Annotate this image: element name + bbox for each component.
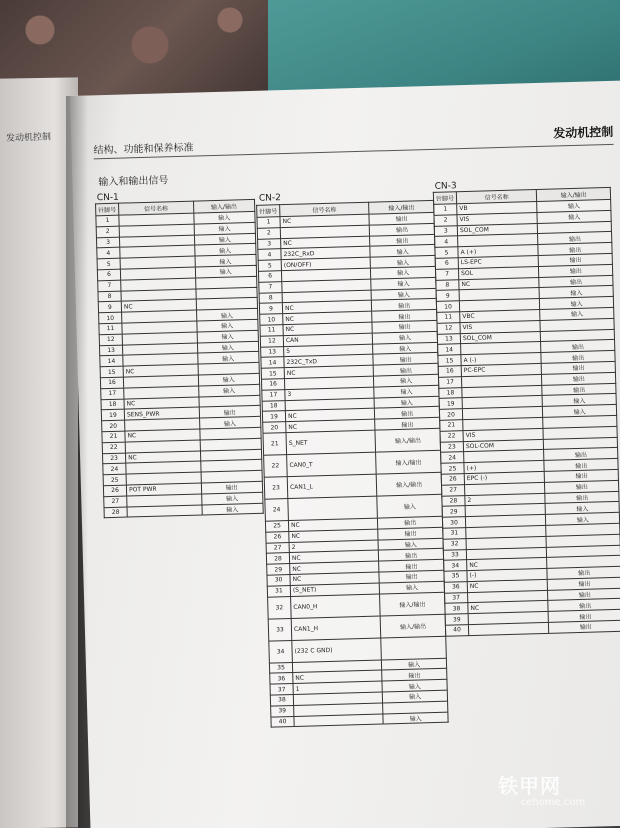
io-type: 输入: [194, 233, 256, 246]
io-type: 输入: [201, 503, 263, 516]
signal-name: NC: [125, 429, 200, 442]
pin-number: 8: [436, 279, 459, 290]
signal-name: A (+): [458, 245, 539, 258]
pin-number: 18: [101, 399, 124, 410]
pin-number: 8: [259, 292, 282, 303]
io-type: 输入: [373, 331, 438, 344]
signal-name: NC: [124, 397, 199, 410]
pin-number: 39: [271, 705, 294, 716]
pin-number: 12: [437, 322, 460, 333]
col-pin: 针脚号: [257, 205, 280, 218]
pin-number: 2: [257, 227, 280, 238]
signal-name: EPC (-): [464, 471, 545, 484]
pin-number: 40: [445, 625, 468, 636]
col-pin: 针脚号: [96, 203, 119, 216]
signal-name: (S_NET): [290, 583, 380, 596]
col-pin: 针脚号: [433, 192, 456, 205]
pin-number: 34: [444, 560, 467, 571]
col-io: 输入/输出: [369, 200, 434, 214]
io-type: 输入: [370, 256, 435, 269]
pin-number: 27: [104, 496, 127, 507]
pin-number: 14: [438, 344, 461, 355]
io-type: 输入: [371, 266, 436, 279]
pin-number: 13: [261, 346, 284, 357]
pin-number: 35: [269, 662, 292, 673]
cn1-table: [95, 199, 264, 519]
pin-number: 39: [445, 614, 468, 625]
pin-number: 3: [258, 238, 281, 249]
io-type: 输入: [374, 385, 439, 398]
pin-number: 22: [264, 455, 288, 478]
pin-number: 6: [435, 258, 458, 269]
io-type: 输入/输出: [380, 592, 445, 616]
pin-number: 28: [104, 507, 127, 518]
pin-number: 8: [98, 291, 121, 302]
book-spine-shadow: [66, 96, 88, 828]
pin-number: 12: [260, 335, 283, 346]
signal-name: NC: [289, 550, 379, 563]
io-type: 输入: [377, 494, 442, 518]
pin-number: 25: [441, 463, 464, 474]
signal-name: NC: [288, 518, 378, 531]
io-type: 输入: [194, 222, 256, 235]
pin-number: 24: [103, 463, 126, 474]
pin-number: 11: [99, 323, 122, 334]
io-type: 输入/输出: [376, 450, 441, 474]
signal-name: SOL-COM: [463, 439, 544, 452]
io-type: 输入: [378, 538, 443, 551]
io-type: 输入: [370, 245, 435, 258]
io-type: 输出: [378, 516, 443, 529]
pin-number: 13: [99, 345, 122, 356]
io-type: 输出: [372, 299, 437, 312]
pin-number: 20: [263, 422, 286, 433]
signal-name: [288, 496, 378, 520]
signal-name: NC: [282, 301, 372, 314]
pin-number: 23: [102, 453, 125, 464]
io-type: 输出: [372, 320, 437, 333]
pin-number: 13: [437, 333, 460, 344]
io-type: 输出: [539, 275, 613, 288]
pin-number: 15: [438, 355, 461, 366]
io-type: 输入: [199, 416, 261, 429]
pin-number: 9: [436, 290, 459, 301]
signal-name: CAN0_H: [291, 594, 381, 618]
pin-number: 12: [99, 334, 122, 345]
io-type: 输入: [540, 297, 614, 310]
signal-name: POT PWR: [126, 483, 201, 496]
pin-number: 32: [268, 596, 292, 619]
io-type: 输入: [382, 658, 447, 671]
signal-name: SOL_COM: [460, 331, 541, 344]
pin-number: 30: [267, 574, 290, 585]
pin-number: 16: [100, 377, 123, 388]
pin-number: 10: [260, 314, 283, 325]
pin-number: 17: [101, 388, 124, 399]
signal-name: (232 C GND): [292, 638, 382, 662]
col-name: 信号名称: [456, 190, 537, 204]
signal-name: 232C_TxD: [284, 354, 374, 367]
section-title: 结构、功能和保养标准: [93, 142, 194, 157]
io-type: 输入/输出: [375, 428, 440, 452]
io-type: 输出: [542, 383, 616, 396]
pin-number: 34: [269, 640, 293, 663]
pin-number: 28: [442, 495, 465, 506]
signal-name: NC: [293, 670, 383, 683]
signal-name: SOL: [458, 266, 539, 279]
pin-number: 37: [445, 592, 468, 603]
pin-number: 7: [259, 281, 282, 292]
pin-number: 7: [435, 269, 458, 280]
pin-number: 2: [96, 226, 119, 237]
signal-name: LS-EPC: [458, 255, 539, 268]
io-type: 输入: [197, 352, 259, 365]
pin-number: 7: [98, 280, 121, 291]
io-type: 输入: [383, 712, 448, 725]
pin-number: 22: [102, 442, 125, 453]
io-type: 输入: [196, 309, 258, 322]
pin-number: 21: [440, 420, 463, 431]
pin-number: 31: [443, 528, 466, 539]
io-type: 输入: [382, 679, 447, 692]
io-type: 输出: [538, 232, 612, 245]
pin-number: 29: [267, 564, 290, 575]
pin-number: 10: [99, 312, 122, 323]
pin-number: 14: [261, 357, 284, 368]
pin-number: 1: [96, 215, 119, 226]
io-type: 输出: [379, 549, 444, 562]
io-type: 输入: [195, 265, 257, 278]
io-type: 输出: [373, 353, 438, 366]
pin-number: 9: [98, 302, 121, 313]
io-type: 输入: [198, 373, 260, 386]
signal-name: VIS: [463, 428, 544, 441]
signal-name: NC: [290, 561, 380, 574]
pin-number: 36: [270, 673, 293, 684]
pin-number: 19: [439, 398, 462, 409]
signal-name: CAN: [283, 333, 373, 346]
io-type: 输出: [373, 363, 438, 376]
pin-number: 29: [442, 506, 465, 517]
signal-name: NC: [467, 558, 548, 571]
pin-number: 26: [266, 531, 289, 542]
col-io: 输入/输出: [537, 187, 611, 201]
io-type: 输出: [379, 570, 444, 583]
pin-number: 21: [263, 433, 287, 456]
cn2-table: [256, 200, 449, 728]
pin-number: 6: [258, 271, 281, 282]
pin-number: 18: [439, 387, 462, 398]
pin-number: 4: [258, 249, 281, 260]
io-type: [381, 636, 446, 660]
io-type: 输出: [539, 264, 613, 277]
io-type: 输出: [379, 559, 444, 572]
pin-number: 3: [434, 225, 457, 236]
manual-page: [70, 80, 620, 828]
io-type: 输入: [374, 396, 439, 409]
signal-name: NC: [284, 365, 374, 378]
col-io: 输入/输出: [193, 199, 255, 213]
signal-name: VBC: [460, 309, 541, 322]
signal-name: NC: [289, 529, 379, 542]
pin-number: 37: [270, 684, 293, 695]
signal-name: (+): [464, 461, 545, 474]
watermark-main: 铁甲网: [498, 774, 561, 798]
pin-number: 26: [441, 474, 464, 485]
pin-number: 19: [262, 411, 285, 422]
io-type: 输入: [543, 394, 617, 407]
chapter-title: 发动机控制: [553, 124, 614, 141]
pin-number: 17: [262, 389, 285, 400]
pin-number: 28: [266, 553, 289, 564]
pin-number: 32: [443, 538, 466, 549]
io-type: 输出: [541, 340, 615, 353]
signal-name: NC: [280, 214, 370, 227]
io-type: 输出: [201, 481, 263, 494]
signal-name: NC: [121, 299, 196, 312]
signal-name: CAN1_L: [287, 474, 377, 498]
signal-name: 3: [285, 387, 375, 400]
pin-number: 21: [102, 431, 125, 442]
io-type: 输出: [542, 372, 616, 385]
pin-number: 5: [258, 260, 281, 271]
io-type: 输出: [549, 620, 620, 633]
io-type: 输出: [370, 234, 435, 247]
io-type: 输出: [544, 448, 618, 461]
io-type: 输入: [543, 405, 617, 418]
signal-name: NC: [125, 451, 200, 464]
io-type: 输入: [373, 342, 438, 355]
pin-number: 27: [266, 542, 289, 553]
watermark-sub: cehome.com: [520, 797, 586, 808]
pin-number: 24: [265, 499, 289, 522]
signal-name: [127, 505, 202, 518]
signal-name: 232C_RxD: [281, 247, 371, 260]
io-type: 输出: [538, 243, 612, 256]
signal-name: NC: [283, 322, 373, 335]
signal-name: NC: [281, 236, 371, 249]
pin-number: 33: [443, 549, 466, 560]
io-type: 输出: [549, 610, 620, 623]
pin-number: 4: [97, 248, 120, 259]
pin-number: 24: [441, 452, 464, 463]
pin-number: 11: [437, 312, 460, 323]
pin-number: 2: [434, 215, 457, 226]
pin-number: 36: [444, 581, 467, 592]
io-type: 输入/输出: [380, 614, 445, 638]
io-type: 输入: [546, 512, 620, 525]
signal-name: NC: [286, 419, 376, 432]
io-type: 输入: [383, 690, 448, 703]
pin-number: 18: [262, 400, 285, 411]
pin-number: 38: [270, 694, 293, 705]
io-type: 输入: [371, 288, 436, 301]
pin-number: 1: [434, 204, 457, 215]
io-type: 输出: [548, 588, 620, 601]
io-type: 输出: [369, 212, 434, 225]
io-type: 输出: [544, 458, 618, 471]
pin-number: 33: [268, 618, 292, 641]
io-type: 输出: [370, 223, 435, 236]
io-type: 输出: [199, 406, 261, 419]
io-type: 输出: [548, 577, 620, 590]
io-type: 输入: [537, 199, 611, 212]
pin-number: 25: [103, 474, 126, 485]
io-type: 输入: [201, 492, 263, 505]
io-type: 输入: [540, 307, 614, 320]
signal-name: (-): [467, 568, 548, 581]
io-type: 输出: [378, 527, 443, 540]
io-type: 输出: [539, 253, 613, 266]
signal-name: 2: [465, 493, 546, 506]
pin-number: 19: [101, 409, 124, 420]
io-type: 输出: [545, 469, 619, 482]
signal-name: CAN0_T: [287, 452, 377, 476]
pin-number: 31: [267, 585, 290, 596]
signal-name: VIS: [460, 320, 541, 333]
pin-number: 35: [444, 571, 467, 582]
io-type: 输入: [197, 341, 259, 354]
io-type: 输入: [194, 244, 256, 257]
signal-name: (ON/OFF): [281, 257, 371, 270]
pin-number: 16: [261, 379, 284, 390]
signal-name: 2: [289, 540, 379, 553]
io-type: 输入: [371, 277, 436, 290]
cn2-label: CN-2: [258, 193, 282, 204]
io-type: 输入: [540, 286, 614, 299]
io-type: 输入: [537, 210, 611, 223]
signal-name: 1: [293, 681, 383, 694]
signal-name: NC: [283, 311, 373, 324]
pin-number: 6: [97, 269, 120, 280]
pin-number: 20: [439, 409, 462, 420]
pin-number: 16: [438, 366, 461, 377]
signal-name: [468, 622, 549, 635]
io-type: 输出: [545, 480, 619, 493]
io-type: 输出: [375, 407, 440, 420]
cn3-table: [433, 187, 620, 637]
pin-number: 40: [271, 716, 294, 727]
pin-number: 23: [440, 441, 463, 452]
signal-name: VB: [457, 201, 538, 214]
col-name: 信号名称: [119, 201, 194, 215]
watermark-logo: [498, 770, 608, 816]
io-type: 输出: [542, 361, 616, 374]
pin-number: 23: [264, 477, 288, 500]
signal-name: NC: [123, 364, 198, 377]
pin-number: 26: [103, 485, 126, 496]
signal-name: SOL_COM: [457, 223, 538, 236]
io-type: 输出: [382, 669, 447, 682]
left-page-header: 发动机控制: [5, 132, 52, 144]
pin-number: 1: [257, 217, 280, 228]
pin-number: 4: [435, 236, 458, 247]
page-subtitle: 输入和输出信号: [98, 175, 169, 189]
pin-number: 17: [438, 376, 461, 387]
pin-number: 20: [102, 420, 125, 431]
cn1-label: CN-1: [96, 192, 119, 204]
pin-number: 9: [259, 303, 282, 314]
signal-name: PC-EPC: [461, 363, 542, 376]
pin-number: 5: [435, 247, 458, 258]
col-name: 信号名称: [280, 202, 370, 216]
signal-name: CAN1_H: [291, 616, 381, 640]
pin-number: 15: [261, 368, 284, 379]
pin-number: 38: [445, 603, 468, 614]
io-type: 输入: [193, 211, 255, 224]
io-type: 输入: [380, 581, 445, 594]
signal-name: NC: [467, 579, 548, 592]
pin-number: 5: [97, 258, 120, 269]
pin-number: 10: [436, 301, 459, 312]
signal-name: NC: [468, 601, 549, 614]
io-type: 输入/输出: [377, 472, 442, 496]
signal-name: NC: [285, 408, 375, 421]
signal-name: NC: [459, 277, 540, 290]
signal-name: NC: [290, 572, 380, 585]
page-header: [93, 123, 613, 160]
io-type: 输出: [547, 566, 620, 579]
io-type: 输出: [372, 310, 437, 323]
signal-name: [294, 713, 384, 726]
io-type: 输入: [197, 330, 259, 343]
io-type: 输出: [375, 417, 440, 430]
io-type: 输出: [541, 351, 615, 364]
pin-number: 15: [100, 366, 123, 377]
signal-name: 5: [284, 344, 374, 357]
io-type: 输入: [374, 374, 439, 387]
pin-number: 27: [442, 484, 465, 495]
io-type: 输入: [195, 255, 257, 268]
io-type: 输出: [545, 491, 619, 504]
signal-name: SENS_PWR: [124, 407, 199, 420]
pin-number: 30: [442, 517, 465, 528]
io-type: 输入: [546, 502, 620, 515]
signal-name: VIS: [457, 212, 538, 225]
pin-number: 25: [265, 521, 288, 532]
signal-name: S_NET: [286, 430, 376, 454]
io-type: 输入: [196, 319, 258, 332]
cn3-label: CN-3: [434, 181, 457, 192]
pin-number: 3: [96, 237, 119, 248]
io-type: 输入: [198, 384, 260, 397]
signal-name: A (-): [461, 353, 542, 366]
pin-number: 14: [100, 355, 123, 366]
pin-number: 11: [260, 325, 283, 336]
pin-number: 22: [440, 430, 463, 441]
io-type: 输出: [548, 599, 620, 612]
